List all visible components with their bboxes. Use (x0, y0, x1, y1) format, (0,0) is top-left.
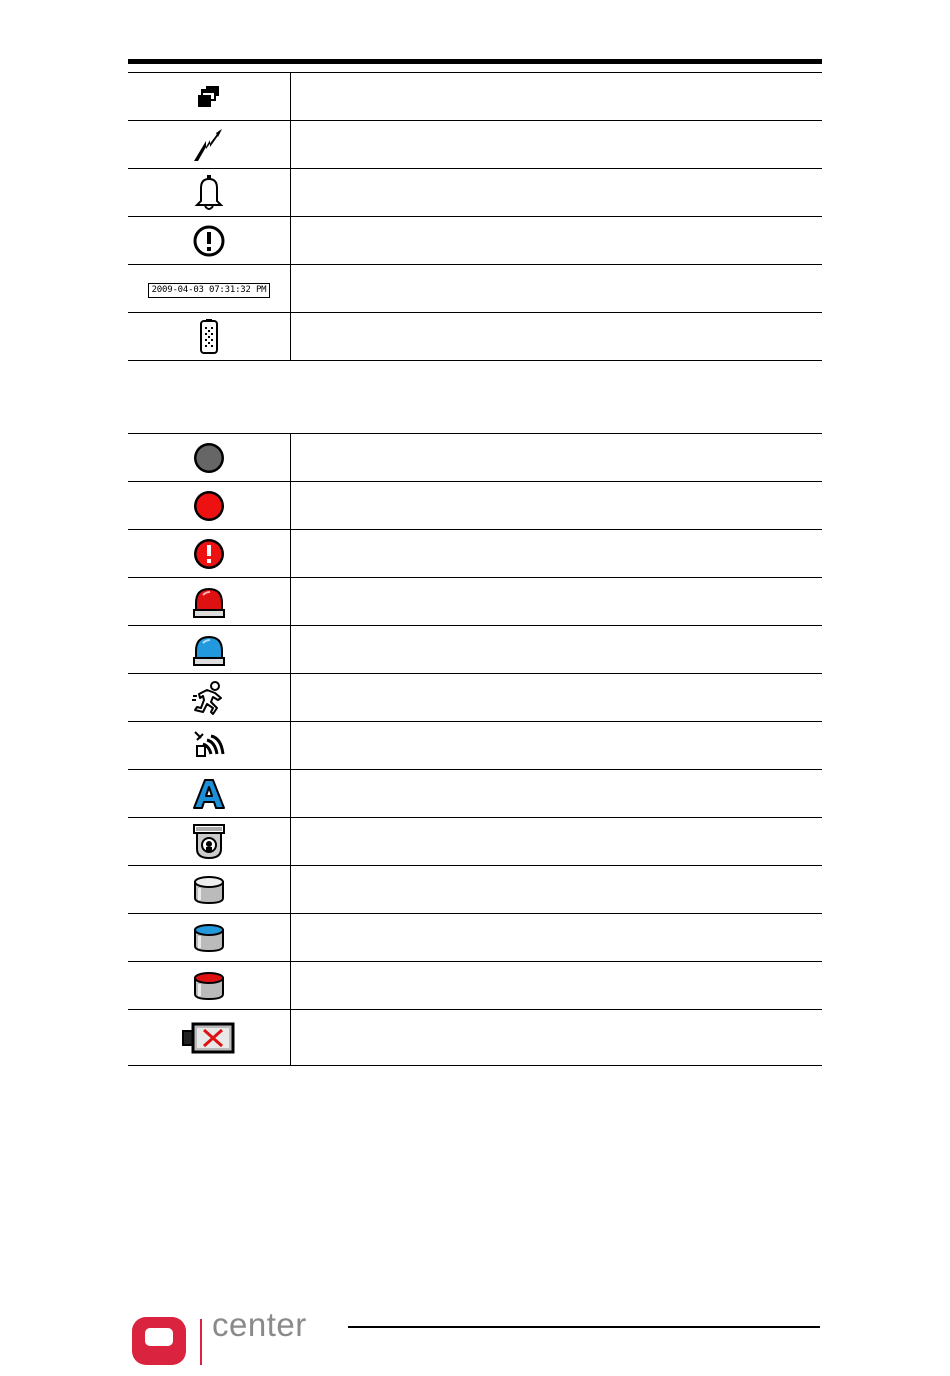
header-rule (128, 59, 822, 64)
table-row (128, 770, 822, 818)
text-a-icon (191, 777, 227, 811)
row-description (291, 169, 823, 217)
red-siren-icon (191, 585, 227, 619)
table-row (128, 1010, 822, 1066)
camera-disconnected-icon (181, 1021, 237, 1055)
row-description (291, 626, 823, 674)
row-description (291, 578, 823, 626)
row-description (291, 722, 823, 770)
table-row (128, 722, 822, 770)
camera-icon-table (128, 433, 822, 1066)
table-row (128, 313, 822, 361)
table-row (128, 962, 822, 1010)
row-description (291, 482, 823, 530)
bell-icon (192, 173, 226, 213)
row-description (291, 914, 823, 962)
alert-circle-icon (192, 224, 226, 258)
ptz-dome-camera-icon (191, 823, 227, 861)
table-row (128, 674, 822, 722)
table-row (128, 217, 822, 265)
row-description (291, 434, 823, 482)
table-row (128, 121, 822, 169)
row-description (291, 818, 823, 866)
row-description (291, 866, 823, 914)
brand-name: center (212, 1306, 307, 1343)
blue-siren-icon (191, 633, 227, 667)
brand-logo-inner (145, 1328, 173, 1346)
audio-wave-icon (191, 728, 227, 764)
connection-icon (192, 127, 226, 163)
row-description (291, 530, 823, 578)
brand-separator (200, 1319, 202, 1365)
status-icon-table (128, 72, 822, 361)
footer-rule (348, 1326, 820, 1328)
red-circle-icon (192, 489, 226, 523)
row-description (291, 313, 823, 361)
table-row (128, 169, 822, 217)
table-row (128, 818, 822, 866)
datetime-display: 2009-04-03 07:31:32 PM (148, 283, 271, 298)
table-row (128, 434, 822, 482)
table-row (128, 866, 822, 914)
row-description (291, 121, 823, 169)
motion-person-icon (191, 680, 227, 716)
row-description (291, 217, 823, 265)
blue-disk-icon (191, 922, 227, 954)
table-row (128, 482, 822, 530)
table-row (128, 265, 822, 313)
table-row (128, 73, 822, 121)
gray-disk-icon (191, 874, 227, 906)
row-description (291, 674, 823, 722)
table-row (128, 626, 822, 674)
row-description (291, 962, 823, 1010)
table-row (128, 530, 822, 578)
red-disk-icon (191, 970, 227, 1002)
row-description (291, 1010, 823, 1066)
remote-control-icon (197, 319, 221, 355)
multi-window-icon (196, 84, 222, 110)
row-description (291, 770, 823, 818)
row-description (291, 73, 823, 121)
table-row (128, 914, 822, 962)
gray-circle-icon (192, 441, 226, 475)
row-description (291, 265, 823, 313)
table-row (128, 578, 822, 626)
red-alert-circle-icon (192, 537, 226, 571)
